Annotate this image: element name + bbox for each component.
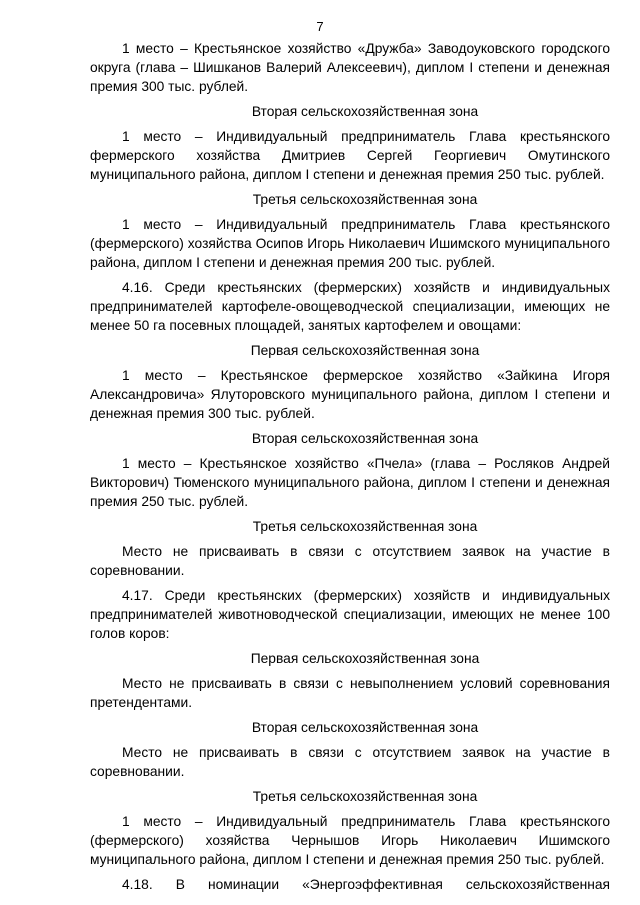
paragraph-award-osipov: 1 место – Индивидуальный предприниматель Глава крестьянского (фермерского) хозяйства Осипов Игорь Николаевич Ишимского муниципального района, диплом I степени и денежная премия 200 тыс. рублей. [90, 217, 610, 270]
paragraph-award-druzhba: 1 место – Крестьянское хозяйство «Дружба» Заводоуковского городского округа (глава – Шишканов Валерий Алексеевич), диплом I степени и денежная премия 300 тыс. рублей. [90, 41, 610, 94]
document-body [90, 39, 610, 894]
zone-heading-second: Вторая сельскохозяйственная зона [251, 431, 479, 446]
zone-heading-third: Третья сельскохозяйственная зона [252, 789, 478, 804]
paragraph-no-award: Место не присваивать в связи с отсутствием заявок на участие в соревновании. [90, 745, 610, 779]
paragraph-award-dmitriev: 1 место – Индивидуальный предприниматель Глава крестьянского фермерского хозяйства Дмитриев Сергей Георгиевич Омутинского муниципального района, диплом I степени и денежная премия 250 тыс. рублей. [90, 129, 610, 182]
paragraph-section-4-18: 4.18. В номинации «Энергоэффективная сельскохозяйственная [122, 877, 610, 892]
paragraph-award-chernyshov: 1 место – Индивидуальный предприниматель Глава крестьянского (фермерского) хозяйства Чернышов Игорь Николаевич Ишимского муниципального района, диплом I степени и денежная премия 250 тыс. рублей. [90, 814, 610, 867]
zone-heading-third: Третья сельскохозяйственная зона [252, 192, 478, 207]
paragraph-no-award: Место не присваивать в связи с отсутствием заявок на участие в соревновании. [90, 544, 610, 578]
paragraph-award-pchela: 1 место – Крестьянское хозяйство «Пчела» (глава – Росляков Андрей Викторович) Тюменского муниципального района, диплом I степени и денежная премия 250 тыс. рублей. [90, 456, 610, 509]
zone-heading-second: Вторая сельскохозяйственная зона [251, 720, 479, 735]
zone-heading-second: Вторая сельскохозяйственная зона [251, 104, 479, 119]
zone-heading-third: Третья сельскохозяйственная зона [252, 519, 478, 534]
paragraph-section-4-16: 4.16. Среди крестьянских (фермерских) хозяйств и индивидуальных предпринимателей картофеле-овощеводческой специализации, имеющих не менее 50 га посевных площадей, занятых картофелем и овощами: [90, 280, 610, 333]
page-number: 7 [316, 19, 324, 34]
paragraph-award-zaikin: 1 место – Крестьянское фермерское хозяйство «Зайкина Игоря Александровича» Ялуторовского муниципального района, диплом I степени и денежная премия 300 тыс. рублей. [90, 368, 610, 421]
paragraph-no-award: Место не присваивать в связи с невыполнением условий соревнования претендентами. [90, 676, 610, 710]
zone-heading-first: Первая сельскохозяйственная зона [250, 343, 480, 358]
paragraph-section-4-17: 4.17. Среди крестьянских (фермерских) хозяйств и индивидуальных предпринимателей животноводческой специализации, имеющих не менее 100 голов коров: [90, 588, 610, 641]
zone-heading-first: Первая сельскохозяйственная зона [250, 651, 480, 666]
